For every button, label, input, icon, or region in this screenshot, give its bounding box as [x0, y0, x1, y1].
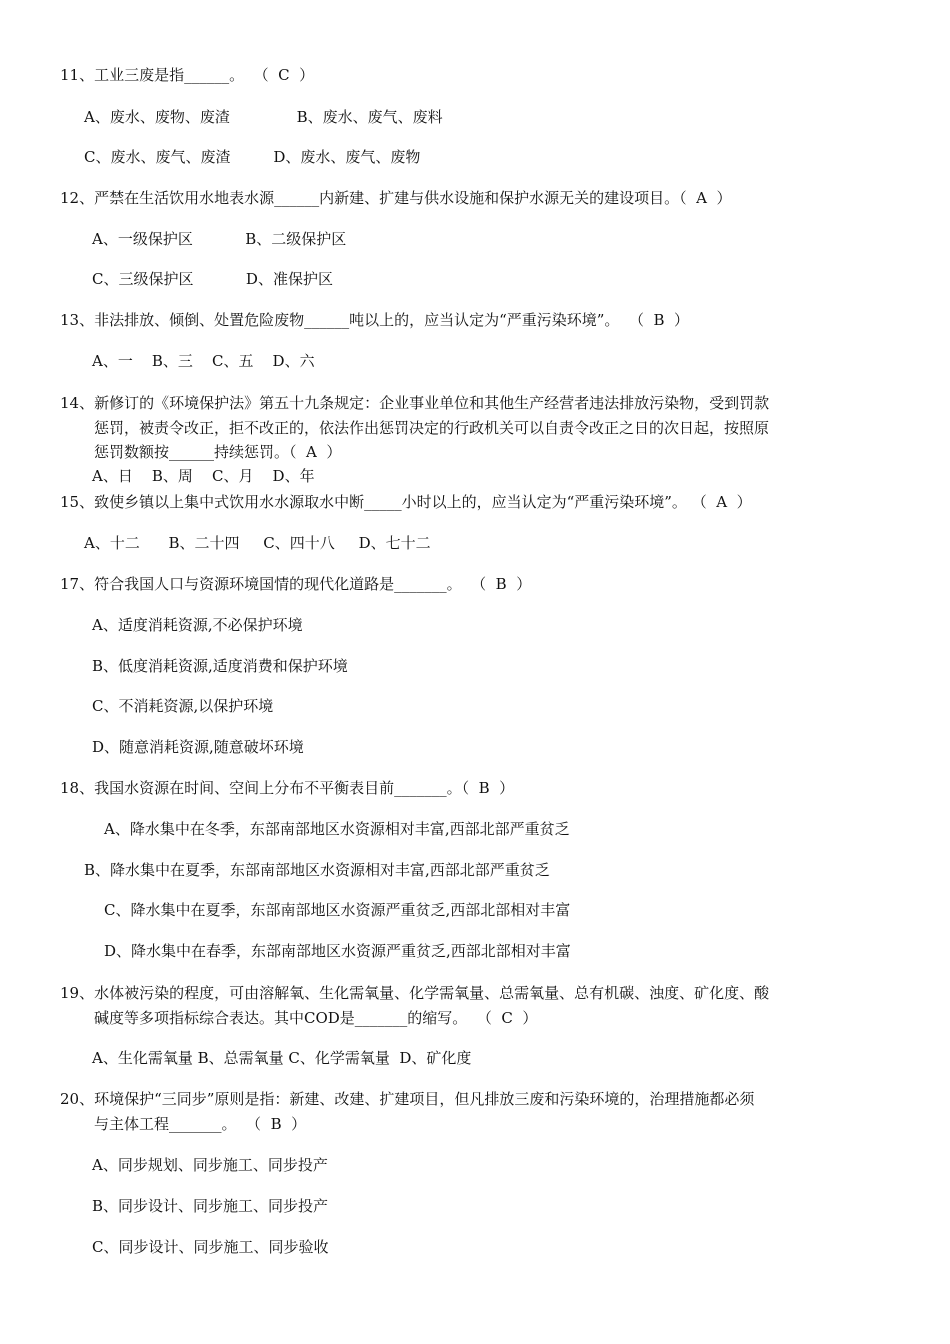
question-17-stem: 17、符合我国人口与资源环境国情的现代化道路是_______。 （ B ）	[60, 575, 532, 593]
question-18-option-b: B、降水集中在夏季，东部南部地区水资源相对丰富,西部北部严重贫乏	[84, 861, 550, 879]
question-18-option-d: D、降水集中在春季，东部南部地区水资源严重贫乏,西部北部相对丰富	[104, 942, 571, 960]
question-20-stem-line-2: 与主体工程_______。 （ B ）	[94, 1115, 307, 1133]
question-19-stem-line-2: 碱度等多项指标综合表达。其中COD是_______的缩写。 （ C ）	[94, 1009, 538, 1027]
question-17-option-a: A、适度消耗资源,不必保护环境	[92, 616, 303, 634]
question-14-stem-line-2: 惩罚，被责令改正，拒不改正的，依法作出惩罚决定的行政机关可以自责令改正之日的次日起，按照原	[94, 419, 770, 437]
question-14-options: A、日 B、周 C、月 D、年	[92, 467, 315, 485]
question-17-option-c: C、不消耗资源,以保护环境	[92, 697, 274, 715]
question-18-stem: 18、我国水资源在时间、空间上分布不平衡表目前_______。（ B ）	[60, 779, 515, 797]
question-12-stem: 12、严禁在生活饮用水地表水源______内新建、扩建与供水设施和保护水源无关的建设项目。（ A ）	[60, 189, 732, 207]
question-14-stem-line-1: 14、新修订的《环境保护法》第五十九条规定：企业事业单位和其他生产经营者违法排放污染物，受到罚款	[60, 394, 770, 412]
question-11-options-row-2: C、废水、废气、废渣 D、废水、废气、废物	[84, 148, 421, 166]
question-18-option-a: A、降水集中在冬季，东部南部地区水资源相对丰富,西部北部严重贫乏	[104, 820, 570, 838]
question-15-stem: 15、致使乡镇以上集中式饮用水水源取水中断_____小时以上的，应当认定为“严重污染环境”。 （ A ）	[60, 493, 752, 511]
question-13-options: A、一 B、三 C、五 D、六	[92, 352, 315, 370]
question-20-option-a: A、同步规划、同步施工、同步投产	[92, 1156, 328, 1174]
question-18-option-c: C、降水集中在夏季，东部南部地区水资源严重贫乏,西部北部相对丰富	[104, 901, 571, 919]
question-15-options: A、十二 B、二十四 C、四十八 D、七十二	[84, 534, 431, 552]
question-20-option-c: C、同步设计、同步施工、同步验收	[92, 1238, 329, 1256]
question-11-options-row-1: A、废水、废物、废渣 B、废水、废气、废料	[84, 108, 443, 126]
question-13-stem: 13、非法排放、倾倒、处置危险废物______吨以上的，应当认定为“严重污染环境”。 （ B ）	[60, 311, 690, 329]
question-17-option-d: D、随意消耗资源,随意破坏环境	[92, 738, 304, 756]
question-20-stem-line-1: 20、环境保护“三同步”原则是指：新建、改建、扩建项目，但凡排放三废和污染环境的，治理措施都必须	[60, 1090, 755, 1108]
question-14-stem-line-3: 惩罚数额按______持续惩罚。（ A ）	[94, 443, 342, 461]
question-17-option-b: B、低度消耗资源,适度消费和保护环境	[92, 657, 348, 675]
question-12-options-row-1: A、一级保护区 B、二级保护区	[92, 230, 347, 248]
question-11-stem: 11、工业三废是指______。 （ C ）	[60, 66, 315, 84]
question-20-option-b: B、同步设计、同步施工、同步投产	[92, 1197, 329, 1215]
question-19-options: A、生化需氧量 B、总需氧量 C、化学需氧量 D、矿化度	[92, 1049, 472, 1067]
question-19-stem-line-1: 19、水体被污染的程度，可由溶解氧、生化需氧量、化学需氧量、总需氧量、总有机碳、浊度、矿化度、酸	[60, 984, 770, 1002]
question-12-options-row-2: C、三级保护区 D、准保护区	[92, 270, 333, 288]
